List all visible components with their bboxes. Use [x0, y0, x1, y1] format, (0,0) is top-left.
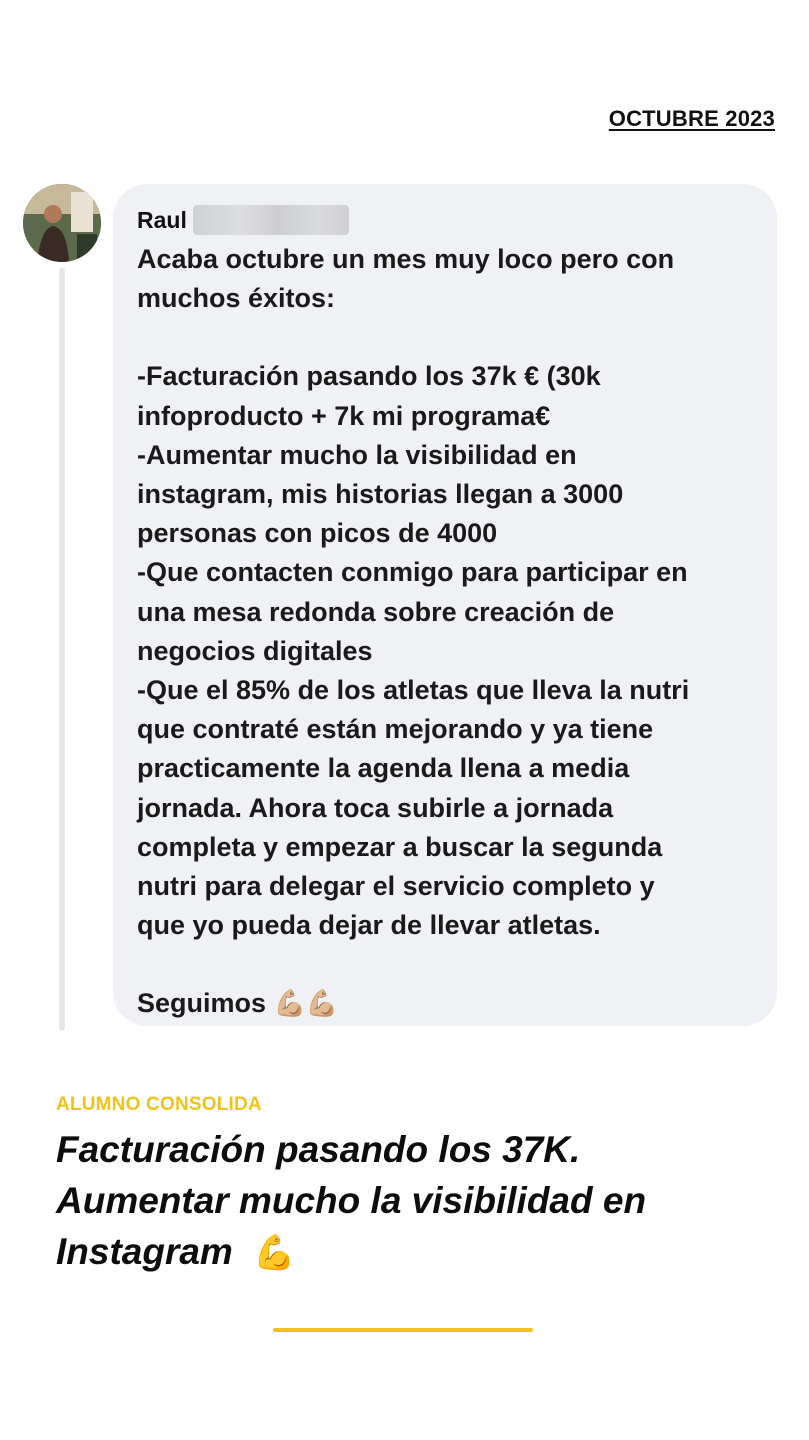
comment-line-blank	[137, 318, 757, 357]
headline-line: Facturación pasando los 37K.	[56, 1129, 581, 1170]
comment-closing	[137, 984, 757, 1023]
thread-line	[59, 268, 65, 1030]
comment-line: una mesa redonda sobre creación de	[137, 596, 615, 627]
comment-line: -Que el 85% de los atletas que lleva la nutri	[137, 675, 690, 706]
comment-line: jornada. Ahora toca subirle a jornada	[137, 792, 614, 823]
author-surname-redacted	[193, 205, 349, 235]
closing-text: Seguimos	[137, 988, 267, 1019]
headline-line-text: Instagram	[56, 1231, 233, 1272]
author-name[interactable]: Raul	[137, 206, 187, 233]
comment-line: Acaba octubre un mes muy loco pero con	[137, 244, 675, 274]
comment-line: que yo pueda dejar de llevar atletas.	[137, 910, 601, 941]
avatar[interactable]	[23, 184, 101, 262]
comment-text	[137, 240, 757, 1024]
comment-line: -Aumentar mucho la visibilidad en	[137, 439, 577, 470]
comment-line: negocios digitales	[137, 635, 373, 666]
comment-line: practicamente la agenda llena a media	[137, 753, 630, 784]
comment-bubble	[113, 184, 777, 1026]
flexed-biceps-icon: 💪🏼💪🏼	[273, 988, 339, 1019]
avatar-photo	[23, 184, 101, 262]
headline	[56, 1124, 776, 1279]
comment-line: -Que contacten conmigo para participar en	[137, 557, 688, 588]
date-label: OCTUBRE 2023	[608, 106, 775, 131]
flexed-biceps-icon: 💪	[253, 1234, 296, 1272]
comment-line: infoproducto + 7k mi programa€	[137, 400, 551, 431]
comment-line: instagram, mis historias llegan a 3000	[137, 479, 624, 510]
headline-line	[56, 1226, 776, 1279]
comment-line: completa y empezar a buscar la segunda	[137, 831, 663, 862]
author-row	[137, 202, 757, 238]
comment-line: personas con picos de 4000	[137, 518, 498, 549]
category-tag: ALUMNO CONSOLIDA	[56, 1094, 262, 1115]
comment-line: muchos éxitos:	[137, 283, 336, 314]
headline-line: Aumentar mucho la visibilidad en	[56, 1180, 647, 1221]
comment-line-blank	[137, 945, 757, 984]
comment-line: -Facturación pasando los 37k € (30k	[137, 361, 601, 392]
divider	[273, 1328, 533, 1332]
comment-line: nutri para delegar el servicio completo y	[137, 871, 655, 902]
comment-line: que contraté están mejorando y ya tiene	[137, 714, 654, 745]
